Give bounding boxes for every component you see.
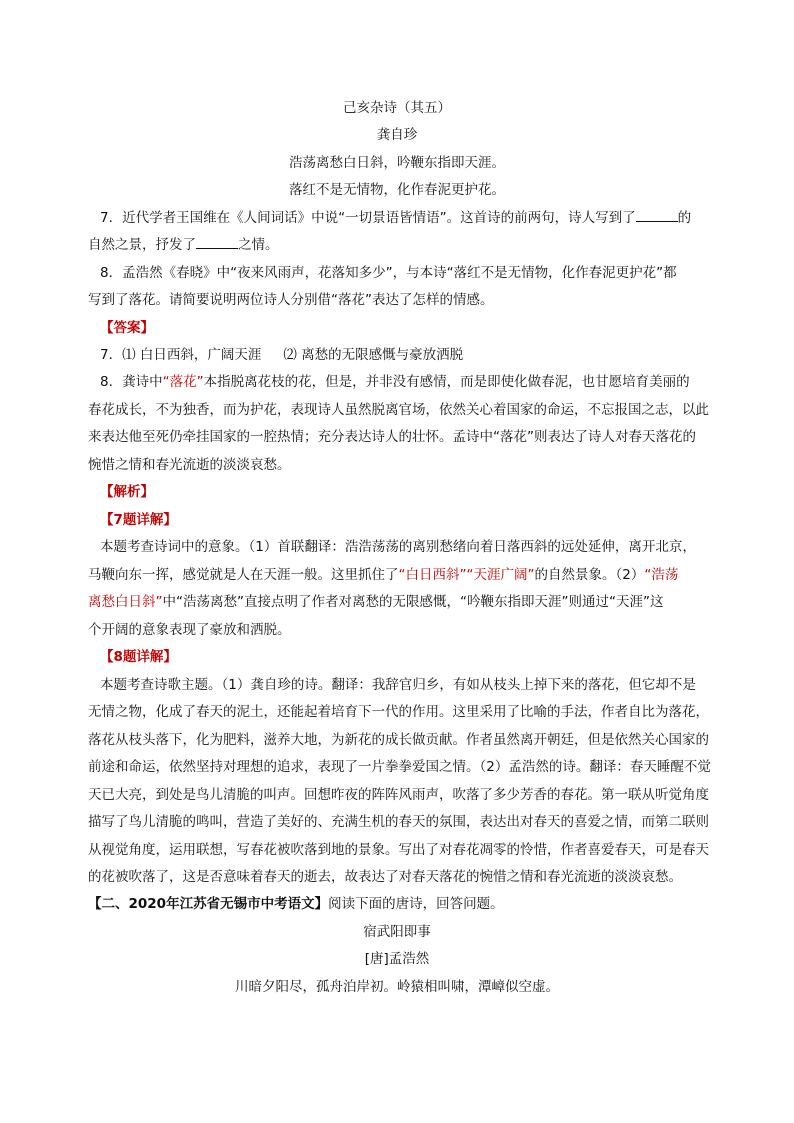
analysis-q7-line-3 [88,590,728,610]
question-8-line-1: 8．孟浩然《春晓》中“夜来风雨声，花落知多少”，与本诗“落红不是无情物，化作春泥更护花”都 [100,265,677,281]
analysis-highlight: 离愁白日斜” [88,594,163,610]
analysis-highlight: “白日西斜”“天涯广阔” [398,567,535,583]
analysis-q8-line-2: 无情之物，化成了春天的泥土，还能起着培育下一代的作用。这里采用了比喻的手法，作者自比为落花， [88,704,709,720]
answer-8-highlight: “落花” [162,374,204,390]
analysis-text: 的自然景象。（2） [534,567,645,583]
answer-tag: 【答案】 [100,320,154,336]
poem-line-1: 浩荡离愁白日斜，吟鞭东指即天涯。 [289,155,505,171]
answer-8-line-3: 来表达他至死仍牵挂国家的一腔热情；充分表达诗人的壮怀。孟诗中“落花”则表达了诗人对春天落花的 [88,429,696,445]
poem-author: 龚自珍 [376,127,418,143]
analysis-q8-line-8: 的花被吹落了，这是否意味着春天的逝去，故表达了对春天落花的惋惜之情和春光流逝的淡淡哀愁。 [88,869,682,885]
analysis-q7-line-4: 个开阔的意象表现了豪放和洒脱。 [88,622,291,638]
question-7-line-1 [100,206,740,226]
analysis-q8-line-6: 描写了鸟儿清脆的鸣叫，营造了美好的、充满生机的春天的氛围，表达出对春天的喜爱之情，而第二联则 [88,814,709,830]
analysis-q7-tag: 【7题详解】 [100,512,177,528]
analysis-q8-line-4: 前途和命运，依然坚持对理想的追求，表现了一片拳拳爱国之情。（2）孟浩然的诗。翻译：春天睡醒不觉 [88,759,711,775]
question-7-text-end: 的 [677,210,692,226]
question-8-line-2: 写到了落花。请简要说明两位诗人分别借“落花”表达了怎样的情感。 [88,292,494,308]
analysis-q7-line-1: 本题考查诗词中的意象。（1）首联翻译：浩浩荡荡的离别愁绪向着日落西斜的远处延伸，离开北京， [100,539,696,555]
analysis-text: 马鞭向东一挥，感觉就是人在天涯一般。这里抓住了 [88,567,399,583]
answer-8-text: 8．龚诗中 [100,374,163,390]
answer-blank[interactable] [196,237,238,249]
poem-line-2: 落红不是无情物，化作春泥更护花。 [289,182,505,198]
section-2-intro: 阅读下面的唐诗，回答问题。 [328,896,504,912]
question-7-text: 自然之景，抒发了 [88,237,196,253]
analysis-q7-line-2 [88,563,728,583]
answer-7-part-1: 7．⑴ 白日西斜，广阔天涯 [100,347,262,363]
analysis-q8-tag: 【8题详解】 [100,649,177,665]
analysis-q8-line-5: 天已大亮，到处是鸟儿清脆的叫声。回想昨夜的阵阵风雨声，吹落了多少芳香的春花。第一联从听觉角度 [88,787,709,803]
question-7-text: 7．近代学者王国维在《人间词话》中说“一切景语皆情语”。这首诗的前两句，诗人写到了 [100,210,636,226]
analysis-q8-line-7: 从视觉角度，运用联想，写春花被吹落到地的景象。写出了对春花凋零的怜惜，作者喜爱春天，可是春天 [88,842,709,858]
poem-2-author: [唐]孟浩然 [364,951,430,967]
question-7-text-end: 之情。 [238,237,279,253]
analysis-text: 中“浩荡离愁”直接点明了作者对离愁的无限感慨，“吟鞭东指即天涯”则通过“天涯”这 [162,594,664,610]
section-2-heading: 【二、2020年江苏省无锡市中考语文】 [88,896,329,912]
answer-7 [100,343,740,363]
answer-8-line-1 [100,370,740,390]
analysis-q8-line-1: 本题考查诗歌主题。（1）龚自珍的诗。翻译：我辞官归乡，有如从枝头上掉下来的落花，但它却不是 [100,677,696,693]
answer-8-line-2: 春花成长，不为独香，而为护花，表现诗人虽然脱离官场，依然关心着国家的命运，不忘报国之志，以此 [88,402,709,418]
answer-blank[interactable] [636,210,678,222]
answer-8-line-4: 惋惜之情和春光流逝的淡淡哀愁。 [88,457,291,473]
question-7-line-2 [88,233,728,253]
poem-title: 己亥杂诗（其五） [343,100,451,116]
poem-2-title: 宿武阳即事 [363,924,431,940]
section-2-heading-line [88,892,728,912]
answer-7-part-2: ⑵ 离愁的无限感慨与豪放洒脱 [283,347,464,363]
analysis-q8-line-3: 落花从枝头落下，化为肥料，滋养大地，为新花的成长做贡献。作者虽然离开朝廷，但是依然关心国家的 [88,732,709,748]
analysis-highlight: “浩荡 [644,567,679,583]
analysis-tag: 【解析】 [100,484,154,500]
answer-8-text: 本指脱离花枝的花，但是，并非没有感情，而是即使化做春泥，也甘愿培育美丽的 [203,374,690,390]
poem-2-line-1: 川暗夕阳尽，孤舟泊岸初。岭猿相叫啸，潭嶂似空虚。 [235,979,559,995]
